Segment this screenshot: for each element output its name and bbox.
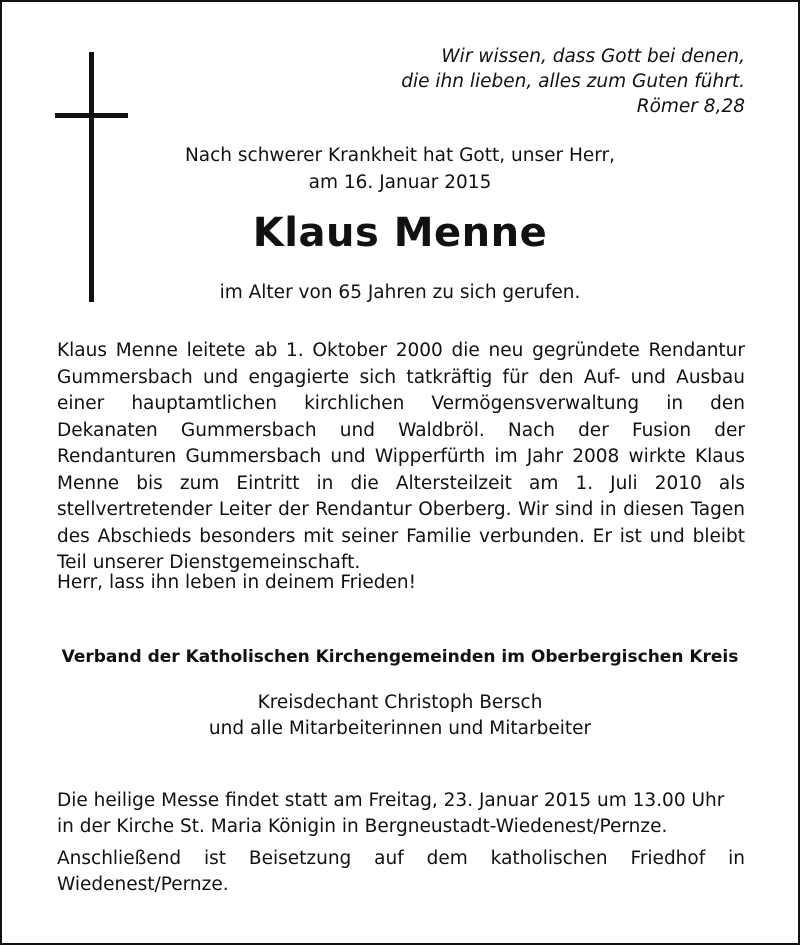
mass-line-2: in der Kirche St. Maria Königin in Bergneustadt-Wiedenest/Pernze. xyxy=(57,816,668,837)
tribute-text: Klaus Menne leitete ab 1. Oktober 2000 die neu gegründete Rendantur Gummersbach und engagierte sich tatkräftig für den Auf- und Ausbau einer hauptamtlichen kirchlichen Vermögensverwaltung in den Dekanaten Gummersbach und Waldbröl. Nach der Fusion der Rendanturen Gummersbach und Wipperfürth im Jahr 2008 wirkte Klaus Menne bis zum Eintritt in die Altersteilzeit am 1. Juli 2010 als stellvertretender Leiter der Rendantur Oberberg. Wir sind in diesen Tagen des Abschieds besonders mit seiner Familie verbunden. Er ist und bleibt Teil unserer Dienstgemeinschaft. xyxy=(57,340,745,573)
cross-horizontal-bar xyxy=(55,113,128,118)
mass-info xyxy=(57,788,745,840)
age-line: im Alter von 65 Jahren zu sich gerufen. xyxy=(219,282,581,303)
prayer-line: Herr, lass ihn leben in deinem Frieden! xyxy=(57,572,417,593)
verse-reference: Römer 8,28 xyxy=(636,96,745,117)
bible-verse xyxy=(401,44,745,119)
signers xyxy=(0,690,800,742)
verse-line-2: die ihn lieben, alles zum Guten führt. xyxy=(401,71,745,92)
verse-line-1: Wir wissen, dass Gott bei denen, xyxy=(441,46,745,67)
organization-name: Verband der Katholischen Kirchengemeinden im Oberbergischen Kreis xyxy=(61,647,739,667)
mass-line-1: Die heilige Messe findet statt am Freitag, 23. Januar 2015 um 13.00 Uhr xyxy=(57,790,725,811)
signer-line-2: und alle Mitarbeiterinnen und Mitarbeiter xyxy=(208,718,592,739)
burial-info: Anschließend ist Beisetzung auf dem katholischen Friedhof in Wiedenest/Pernze. xyxy=(57,848,745,895)
intro-line-1: Nach schwerer Krankheit hat Gott, unser Herr, xyxy=(184,145,616,166)
tribute-paragraph xyxy=(57,338,745,577)
intro-text xyxy=(0,142,800,196)
signer-line-1: Kreisdechant Christoph Bersch xyxy=(257,692,543,713)
intro-line-2: am 16. Januar 2015 xyxy=(308,172,492,193)
deceased-name: Klaus Menne xyxy=(252,210,548,256)
